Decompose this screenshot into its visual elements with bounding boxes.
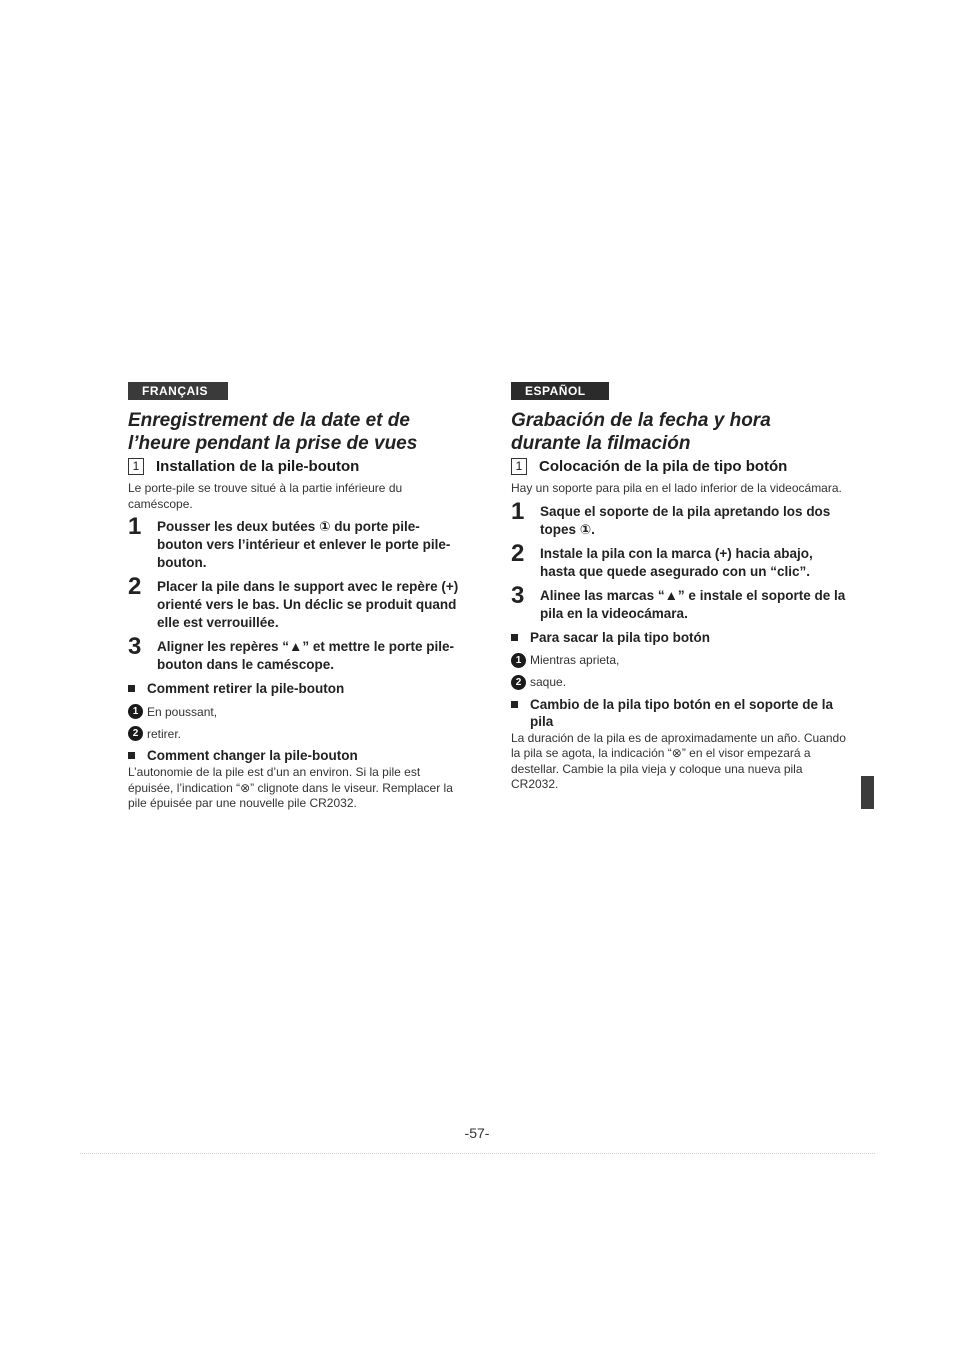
circled-number-icon: 1 xyxy=(128,704,143,719)
remove-heading: Para sacar la pila tipo botón xyxy=(511,629,846,646)
page-number: -57- xyxy=(464,1125,490,1141)
step-number: 2 xyxy=(128,573,142,600)
remove-heading: Comment retirer la pile-bouton xyxy=(128,680,463,697)
change-heading: Comment changer la pile-bouton xyxy=(128,747,463,764)
circled-number-icon: 2 xyxy=(511,675,526,690)
language-tag-spanish: ESPAÑOL xyxy=(511,382,609,400)
intro-text: Le porte-pile se trouve situé à la partie inférieure du caméscope. xyxy=(128,481,403,511)
french-column xyxy=(128,382,463,812)
change-text: La duración de la pila es de aproximadamente un año. Cuando la pila se agota, la indicación “⊗” en el visor empezará a destellar. Cambie la pila vieja y coloque una nueva pila CR2032. xyxy=(511,730,846,791)
step-text: Pousser les deux butées ① du porte pile-bouton vers l’intérieur et enlever le porte pile-bouton. xyxy=(157,519,451,570)
subsection-heading: 1 Installation de la pile-bouton xyxy=(128,458,463,475)
step-text: Alinee las marcas “▲” e instale el soporte de la pila en la videocámara. xyxy=(540,587,846,621)
step-item xyxy=(511,539,846,581)
square-bullet-icon xyxy=(511,701,518,708)
square-bullet-icon xyxy=(128,685,135,692)
step-item xyxy=(511,497,846,539)
section-title-spanish: Grabación de la fecha y hora durante la filmación xyxy=(511,410,771,454)
spanish-column xyxy=(511,382,846,793)
step-number: 3 xyxy=(511,581,525,609)
step-number: 2 xyxy=(511,539,525,567)
remove-step: 2 retirer. xyxy=(128,726,463,741)
step-item xyxy=(128,573,463,632)
step-text: Saque el soporte de la pila apretando los dos topes ①. xyxy=(540,503,831,537)
remove-step: 1 En poussant, xyxy=(128,704,463,719)
square-bullet-icon xyxy=(128,752,135,759)
step-item xyxy=(128,513,463,572)
remove-step: 2 saque. xyxy=(511,675,846,690)
subsection-heading: 1 Colocación de la pila de tipo botón xyxy=(511,458,846,475)
square-bullet-icon xyxy=(511,634,518,641)
intro-text: Hay un soporte para pila en el lado inferior de la videocámara. xyxy=(511,481,842,495)
boxed-number: 1 xyxy=(128,458,144,475)
circled-number-icon: 1 xyxy=(511,653,526,668)
circled-number-icon: 2 xyxy=(128,726,143,741)
step-text: Instale la pila con la marca (+) hacia abajo, hasta que quede asegurado con un “clic”. xyxy=(540,545,813,579)
language-tag-french: FRANÇAIS xyxy=(128,382,228,400)
step-item xyxy=(511,581,846,623)
boxed-number: 1 xyxy=(511,458,527,475)
change-heading: Cambio de la pila tipo botón en el soporte de la pila xyxy=(511,696,846,730)
step-number: 1 xyxy=(128,513,142,540)
side-tab-marker xyxy=(861,776,874,809)
bottom-divider xyxy=(80,1153,875,1154)
step-number: 3 xyxy=(128,633,142,660)
step-text: Aligner les repères “▲” et mettre le porte pile-bouton dans le caméscope. xyxy=(157,639,454,672)
remove-step: 1 Mientras aprieta, xyxy=(511,653,846,668)
step-number: 1 xyxy=(511,497,525,525)
step-text: Placer la pile dans le support avec le repère (+) orienté vers le bas. Un déclic se produit quand elle est verrouillée. xyxy=(157,579,459,630)
step-item xyxy=(128,633,463,674)
section-title-french: Enregistrement de la date et de l’heure pendant la prise de vues xyxy=(128,410,418,454)
change-text: L’autonomie de la pile est d’un an environ. Si la pile est épuisée, l’indication “⊗” clignote dans le viseur. Remplacer la pile épuisée par une nouvelle pile CR2032. xyxy=(128,765,453,810)
